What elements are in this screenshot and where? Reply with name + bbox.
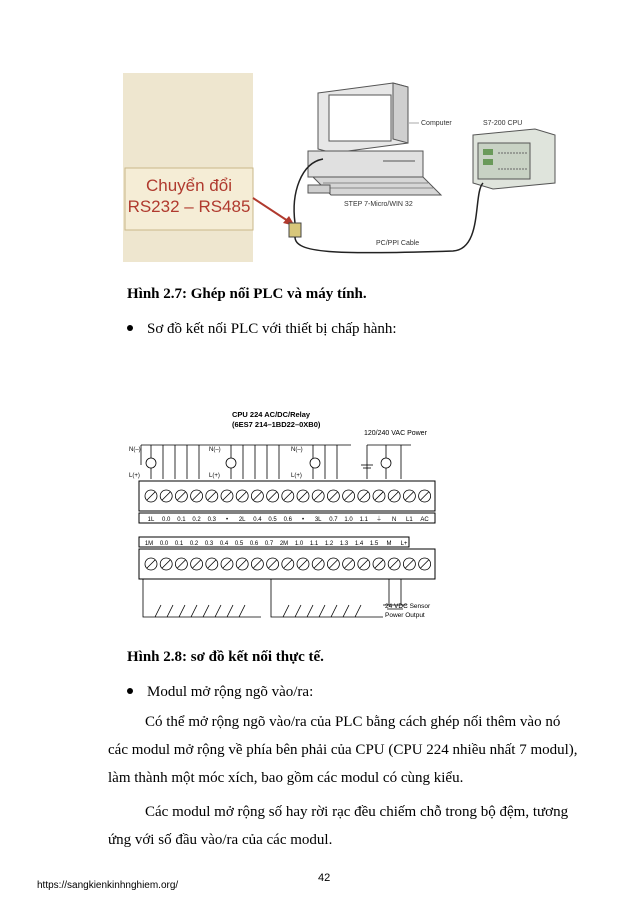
paragraph-2-line-2: ứng với số đầu vào/ra của các modul. (108, 832, 333, 848)
terminal-label: 0.1 (174, 541, 184, 547)
software-label: STEP 7-Micro/WIN 32 (344, 201, 413, 208)
terminal-label: 0.5 (268, 517, 277, 523)
plc-wiring-diagram (121, 405, 447, 627)
figure-2-7-caption: Hình 2.7: Ghép nối PLC và máy tính. (127, 286, 367, 302)
terminal-label: M (386, 541, 392, 547)
terminal-label: N (392, 517, 397, 523)
terminal-label: 0.4 (253, 517, 262, 523)
terminal-label: 0.1 (177, 517, 186, 523)
terminal-label: 1.3 (339, 541, 349, 547)
l-plus-label-2: L(+) (209, 473, 220, 479)
terminal-label: 0.3 (204, 541, 214, 547)
bullet-dot-icon (127, 688, 133, 694)
n-minus-label-1: N(–) (129, 447, 141, 453)
terminal-label: 0.7 (329, 517, 338, 523)
diagram-title-line2: (6ES7 214–1BD22–0XB0) (232, 420, 321, 429)
terminal-label: L1 (406, 517, 413, 523)
bullet-item-2 (127, 684, 313, 701)
terminal-label: 1M (144, 541, 154, 547)
figure-2-8-caption: Hình 2.8: sơ đồ kết nối thực tế. (127, 649, 324, 665)
paragraph-1-line-1: Có thể mở rộng ngõ vào/ra của PLC bằng cách ghép nối thêm vào nó (145, 714, 561, 730)
terminal-label: 0.4 (219, 541, 229, 547)
terminal-label: AC (420, 517, 429, 523)
terminal-label: • (301, 517, 305, 523)
plc-cpu-icon (473, 129, 555, 189)
sensor-label-line2: Power Output (385, 612, 425, 619)
l-plus-label-3: L(+) (291, 473, 302, 479)
terminal-label: 0.0 (162, 517, 171, 523)
converter-label-line2: RS232 – RS485 (127, 197, 251, 216)
terminal-label: • (225, 517, 229, 523)
bullet-item-1 (127, 321, 397, 338)
terminal-label: 0.2 (192, 517, 201, 523)
power-label: 120/240 VAC Power (364, 430, 427, 437)
terminal-label: 0.3 (207, 517, 216, 523)
paragraph-1-line-3: làm thành một móc xích, bao gồm các modul có cùng kiểu. (108, 770, 464, 786)
terminal-label: 1.0 (294, 541, 304, 547)
terminal-label: ⏚ (375, 517, 383, 523)
terminal-label: L+ (400, 541, 408, 547)
terminal-label: 0.7 (264, 541, 274, 547)
cable-label: PC/PPI Cable (376, 240, 420, 247)
terminal-label: 0.6 (283, 517, 292, 523)
terminal-label: 1L (147, 517, 155, 523)
sensor-label-line1: 24 VDC Sensor (385, 603, 431, 610)
output-wiring (141, 445, 411, 479)
terminal-label: 1.1 (359, 517, 368, 523)
bullet-text: Sơ đồ kết nối PLC với thiết bị chấp hành: (147, 321, 397, 337)
terminal-label: 3L (314, 517, 322, 523)
terminal-label: 0.5 (234, 541, 244, 547)
terminal-label: 1.0 (344, 517, 353, 523)
diagram-title-line1: CPU 224 AC/DC/Relay (232, 410, 311, 419)
input-wiring (143, 579, 407, 617)
cpu-label: S7-200 CPU (483, 120, 523, 127)
converter-label-line1: Chuyển đổi (145, 176, 233, 195)
paragraph-1-line-2: các modul mở rộng về phía bên phải của CPU (CPU 224 nhiều nhất 7 modul), (108, 742, 578, 758)
plc-computer-illustration (123, 73, 561, 262)
terminal-label: 0.6 (249, 541, 259, 547)
terminal-label: 1.1 (309, 541, 319, 547)
terminal-label: 2M (279, 541, 289, 547)
converter-plug-icon (289, 223, 301, 237)
plc-computer-figure (123, 73, 561, 262)
footer-url-link[interactable]: https://sangkienkinhnghiem.org/ (37, 880, 179, 891)
terminal-label: 2L (238, 517, 246, 523)
terminal-label: 0.2 (189, 541, 199, 547)
terminal-label: 1.5 (369, 541, 379, 547)
n-minus-label-3: N(–) (291, 447, 303, 453)
computer-label: Computer (421, 120, 452, 127)
bullet-dot-icon (127, 325, 133, 331)
n-minus-label-2: N(–) (209, 447, 221, 453)
wiring-diagram-svg (121, 405, 447, 627)
paragraph-2-line-1: Các modul mở rộng số hay rời rạc đều chiếm chỗ trong bộ đệm, tương (145, 804, 569, 820)
page-number: 42 (318, 872, 331, 884)
l-plus-label-1: L(+) (129, 473, 140, 479)
bullet-text: Modul mở rộng ngõ vào/ra: (147, 684, 314, 700)
terminal-label: 0.0 (159, 541, 169, 547)
terminal-label: 1.2 (324, 541, 334, 547)
terminal-label: 1.4 (354, 541, 364, 547)
